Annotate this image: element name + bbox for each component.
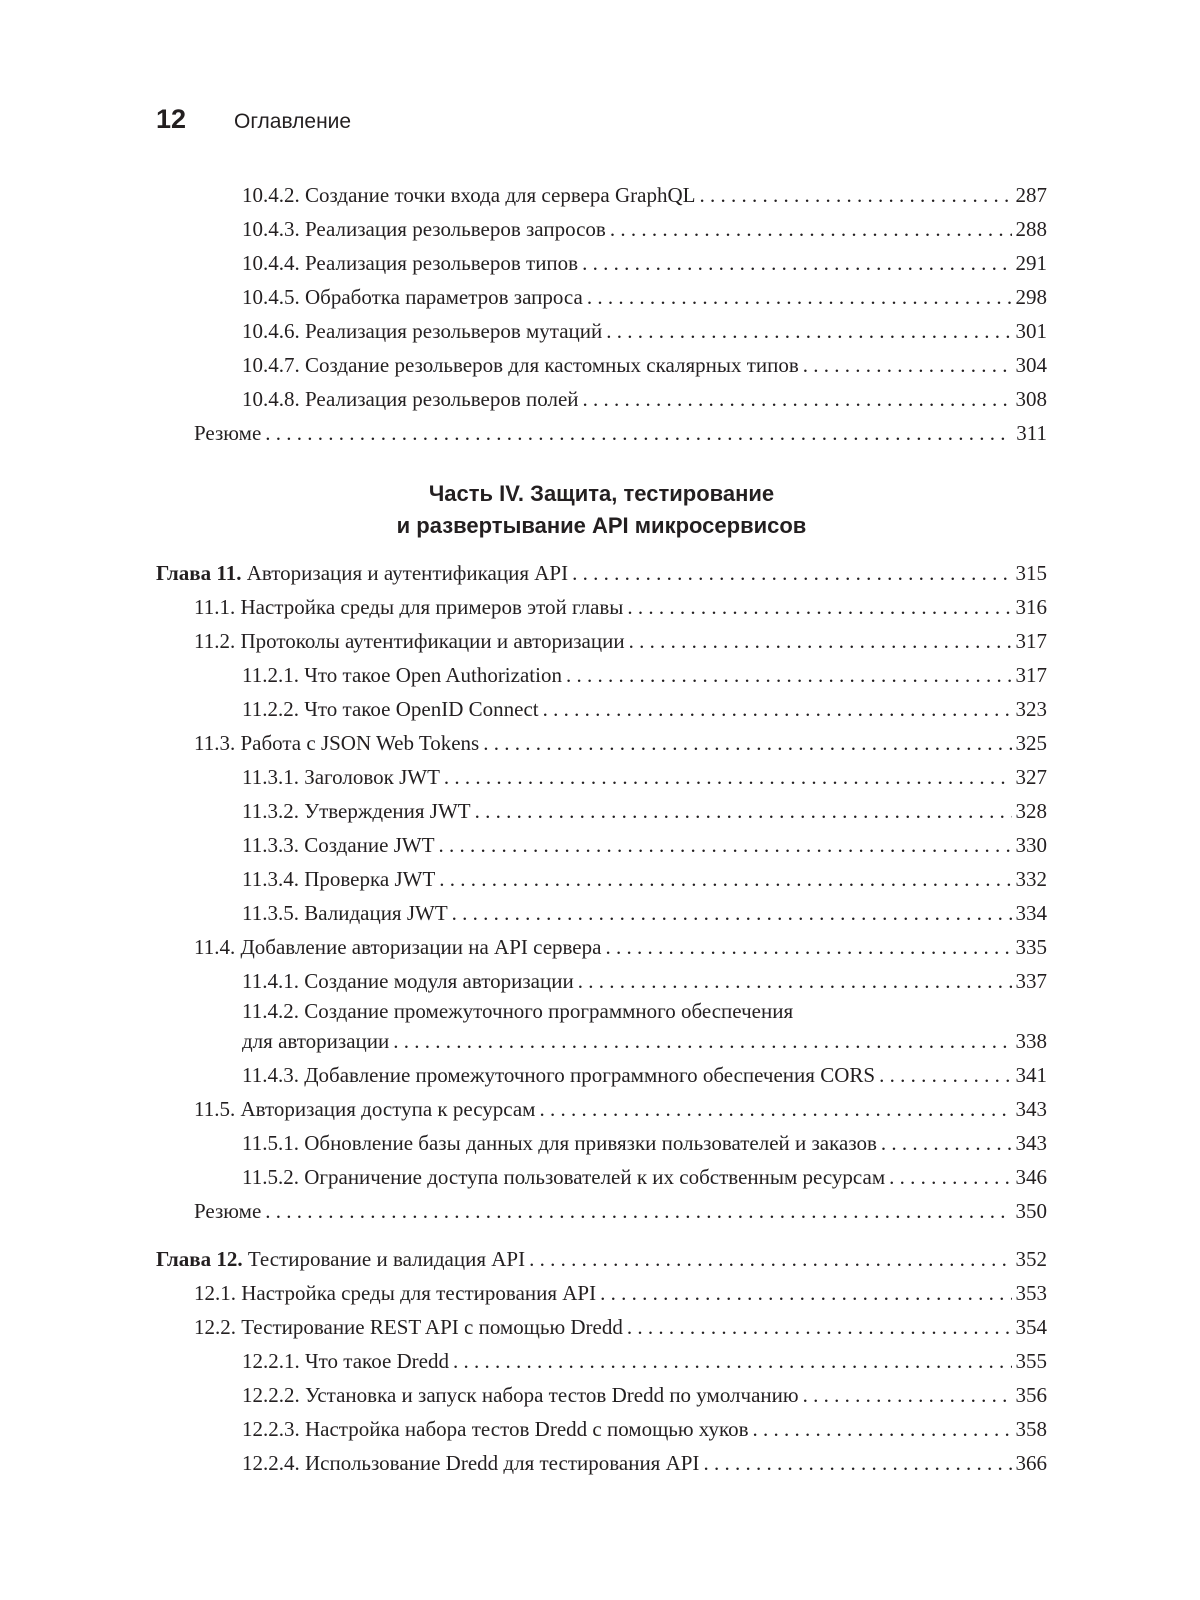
toc-entry: [156, 998, 1047, 1058]
dot-leader: [566, 658, 1012, 692]
toc-entry: [156, 1378, 1047, 1412]
toc-entry: [156, 1126, 1047, 1160]
dot-leader: [889, 1160, 1011, 1194]
toc-entry-title: 11.4. Добавление авторизации на API сервера: [194, 935, 602, 959]
toc-entry-page: 330: [1015, 833, 1047, 857]
toc-entry: [156, 828, 1047, 862]
dot-leader: [543, 692, 1012, 726]
dot-leader: [610, 212, 1012, 246]
toc-entry-page: 325: [1015, 731, 1047, 755]
toc-chapter-title: [156, 556, 568, 590]
dot-leader: [439, 862, 1011, 896]
dot-leader: [879, 1058, 1011, 1092]
dot-leader: [606, 314, 1011, 348]
toc-entry-page: 298: [1015, 285, 1047, 309]
toc-chapter-title: [156, 1242, 525, 1276]
chapter-title: Авторизация и аутентификация API: [241, 561, 569, 585]
toc-entry: [156, 212, 1047, 246]
dot-leader: [629, 624, 1012, 658]
dot-leader: [627, 1310, 1012, 1344]
toc-entry-title: 11.3.2. Утверждения JWT: [242, 799, 471, 823]
dot-leader: [587, 280, 1012, 314]
toc-entry-title: 11.4.1. Создание модуля авторизации: [242, 969, 574, 993]
toc-entry-page: 308: [1015, 387, 1047, 411]
page-header: [156, 104, 351, 135]
part-heading-line: и развертывание API микросервисов: [396, 513, 807, 538]
toc-entry-page: 332: [1015, 867, 1047, 891]
toc-entry-title: 11.5.2. Ограничение доступа пользователей к их собственным ресурсам: [242, 1165, 886, 1189]
toc-entry-page: 301: [1015, 319, 1047, 343]
toc-entry-page: 354: [1015, 1315, 1047, 1339]
toc-entry-page: 337: [1015, 969, 1047, 993]
toc-entry-title: 10.4.6. Реализация резольверов мутаций: [242, 319, 603, 343]
dot-leader: [881, 1126, 1012, 1160]
toc-entry-title: 12.2.1. Что такое Dredd: [242, 1349, 449, 1373]
dot-leader: [539, 1092, 1011, 1126]
dot-leader: [600, 1276, 1011, 1310]
toc-entry: [156, 1310, 1047, 1344]
dot-leader: [529, 1242, 1011, 1276]
toc-entry-title: 10.4.8. Реализация резольверов полей: [242, 387, 579, 411]
toc-chapter: [156, 1242, 1047, 1276]
toc-entry-title: 11.3.1. Заголовок JWT: [242, 765, 440, 789]
toc-entry-page: 288: [1015, 217, 1047, 241]
dot-leader: [452, 896, 1012, 930]
toc-entry-title: 11.5. Авторизация доступа к ресурсам: [194, 1097, 536, 1121]
toc-entry: [156, 178, 1047, 212]
toc-entry-page: 353: [1015, 1281, 1047, 1305]
toc-entry-title: 10.4.5. Обработка параметров запроса: [242, 285, 583, 309]
chapter-label: Глава 11.: [156, 561, 242, 585]
part-heading-line: Часть IV. Защита, тестирование: [428, 481, 775, 506]
toc-entry-page: 291: [1015, 251, 1047, 275]
toc-entry-title: 12.2.4. Использование Dredd для тестирования API: [242, 1451, 700, 1475]
toc-entry: [156, 726, 1047, 760]
toc-entry-page: 287: [1015, 183, 1047, 207]
dot-leader: [444, 760, 1012, 794]
toc-entry: [156, 692, 1047, 726]
dot-leader: [572, 556, 1011, 590]
toc-entry-title: 12.1. Настройка среды для тестирования API: [194, 1281, 597, 1305]
toc-entry: [156, 1276, 1047, 1310]
toc-entry-page: 343: [1015, 1131, 1047, 1155]
toc-entry: [156, 930, 1047, 964]
toc-entry: [156, 760, 1047, 794]
page-number: 12: [156, 104, 187, 134]
toc-entry: [156, 1058, 1047, 1092]
toc-entry-page: 356: [1015, 1383, 1047, 1407]
toc-entry-title: 10.4.4. Реализация резольверов типов: [242, 251, 579, 275]
toc-entry-page: 341: [1015, 1063, 1047, 1087]
toc-entry: [156, 896, 1047, 930]
toc-entry: [156, 1412, 1047, 1446]
toc-chapter: [156, 556, 1047, 590]
toc-entry: [156, 382, 1047, 416]
toc-entry: [156, 862, 1047, 896]
table-of-contents: [156, 178, 1047, 1480]
running-head: Оглавление: [234, 110, 352, 133]
toc-entry: [156, 590, 1047, 624]
dot-leader: [753, 1412, 1012, 1446]
toc-entry-page: 352: [1015, 1247, 1047, 1271]
dot-leader: [803, 348, 1012, 382]
dot-leader: [582, 246, 1011, 280]
toc-entry: [156, 1194, 1047, 1228]
toc-entry: [156, 1160, 1047, 1194]
toc-entry-title: 11.2.2. Что такое OpenID Connect: [242, 697, 539, 721]
toc-entry-title: 11.2. Протоколы аутентификации и авторизации: [194, 629, 625, 653]
dot-leader: [265, 416, 1012, 450]
toc-entry-page: 338: [1015, 1029, 1047, 1053]
toc-entry: [156, 1446, 1047, 1480]
toc-entry-title: 11.3.5. Валидация JWT: [242, 901, 448, 925]
toc-entry-title-continued: для авторизации: [242, 1029, 390, 1053]
toc-entry-page: 323: [1015, 697, 1047, 721]
toc-entry-title: 11.4.3. Добавление промежуточного программного обеспечения CORS: [242, 1063, 876, 1087]
toc-entry: [156, 280, 1047, 314]
toc-entry-page: 304: [1015, 353, 1047, 377]
toc-entry: [156, 314, 1047, 348]
dot-leader: [453, 1344, 1012, 1378]
toc-entry-page: 334: [1015, 901, 1047, 925]
dot-leader: [393, 1024, 1011, 1058]
toc-entry-title: 11.3.3. Создание JWT: [242, 833, 435, 857]
toc-entry-page: 355: [1015, 1349, 1047, 1373]
toc-entry-page: 317: [1015, 663, 1047, 687]
toc-entry-title: Резюме: [194, 1199, 262, 1223]
toc-entry: [156, 348, 1047, 382]
toc-entry-page: 328: [1015, 799, 1047, 823]
toc-entry-page: 343: [1015, 1097, 1047, 1121]
toc-entry: [156, 964, 1047, 998]
toc-entry-title: 11.1. Настройка среды для примеров этой главы: [194, 595, 624, 619]
toc-entry-title: 11.2.1. Что такое Open Authorization: [242, 663, 562, 687]
toc-entry: [156, 658, 1047, 692]
dot-leader: [578, 964, 1012, 998]
toc-entry-title: 11.3.4. Проверка JWT: [242, 867, 436, 891]
toc-entry-page: 358: [1015, 1417, 1047, 1441]
toc-entry-page: 335: [1015, 935, 1047, 959]
dot-leader: [583, 382, 1012, 416]
toc-entry-page: 315: [1015, 561, 1047, 585]
toc-entry-continuation: [242, 1024, 1047, 1058]
toc-entry-title: 12.2.2. Установка и запуск набора тестов Dredd по умолчанию: [242, 1383, 799, 1407]
toc-entry: [156, 1092, 1047, 1126]
dot-leader: [627, 590, 1011, 624]
toc-entry-title: 10.4.7. Создание резольверов для кастомных скалярных типов: [242, 353, 799, 377]
chapter-label: Глава 12.: [156, 1247, 243, 1271]
toc-entry: [156, 1344, 1047, 1378]
toc-entry-title: 11.5.1. Обновление базы данных для привязки пользователей и заказов: [242, 1131, 877, 1155]
dot-leader: [605, 930, 1011, 964]
toc-entry-title: 12.2.3. Настройка набора тестов Dredd с помощью хуков: [242, 1417, 749, 1441]
toc-entry-page: 311: [1016, 421, 1047, 445]
dot-leader: [439, 828, 1012, 862]
toc-entry: [156, 794, 1047, 828]
dot-leader: [265, 1194, 1011, 1228]
chapter-title: Тестирование и валидация API: [242, 1247, 526, 1271]
toc-entry-page: 327: [1015, 765, 1047, 789]
toc-entry-title: 12.2. Тестирование REST API с помощью Dredd: [194, 1315, 623, 1339]
dot-leader: [699, 178, 1011, 212]
toc-entry-page: 350: [1015, 1199, 1047, 1223]
toc-entry-title: Резюме: [194, 421, 262, 445]
toc-entry-page: 366: [1015, 1451, 1047, 1475]
dot-leader: [803, 1378, 1012, 1412]
toc-entry: [156, 416, 1047, 450]
dot-leader: [475, 794, 1012, 828]
dot-leader: [483, 726, 1011, 760]
dot-leader: [703, 1446, 1011, 1480]
toc-entry: [156, 246, 1047, 280]
toc-entry: [156, 624, 1047, 658]
toc-entry-title: 11.4.2. Создание промежуточного программного обеспечения: [242, 999, 794, 1023]
toc-entry-title: 10.4.3. Реализация резольверов запросов: [242, 217, 606, 241]
toc-entry-page: 316: [1015, 595, 1047, 619]
part-heading: [156, 450, 1047, 556]
toc-entry-title: 10.4.2. Создание точки входа для сервера GraphQL: [242, 183, 696, 207]
toc-entry-page: 317: [1015, 629, 1047, 653]
toc-entry-title: 11.3. Работа с JSON Web Tokens: [194, 731, 480, 755]
toc-entry-page: 346: [1015, 1165, 1047, 1189]
